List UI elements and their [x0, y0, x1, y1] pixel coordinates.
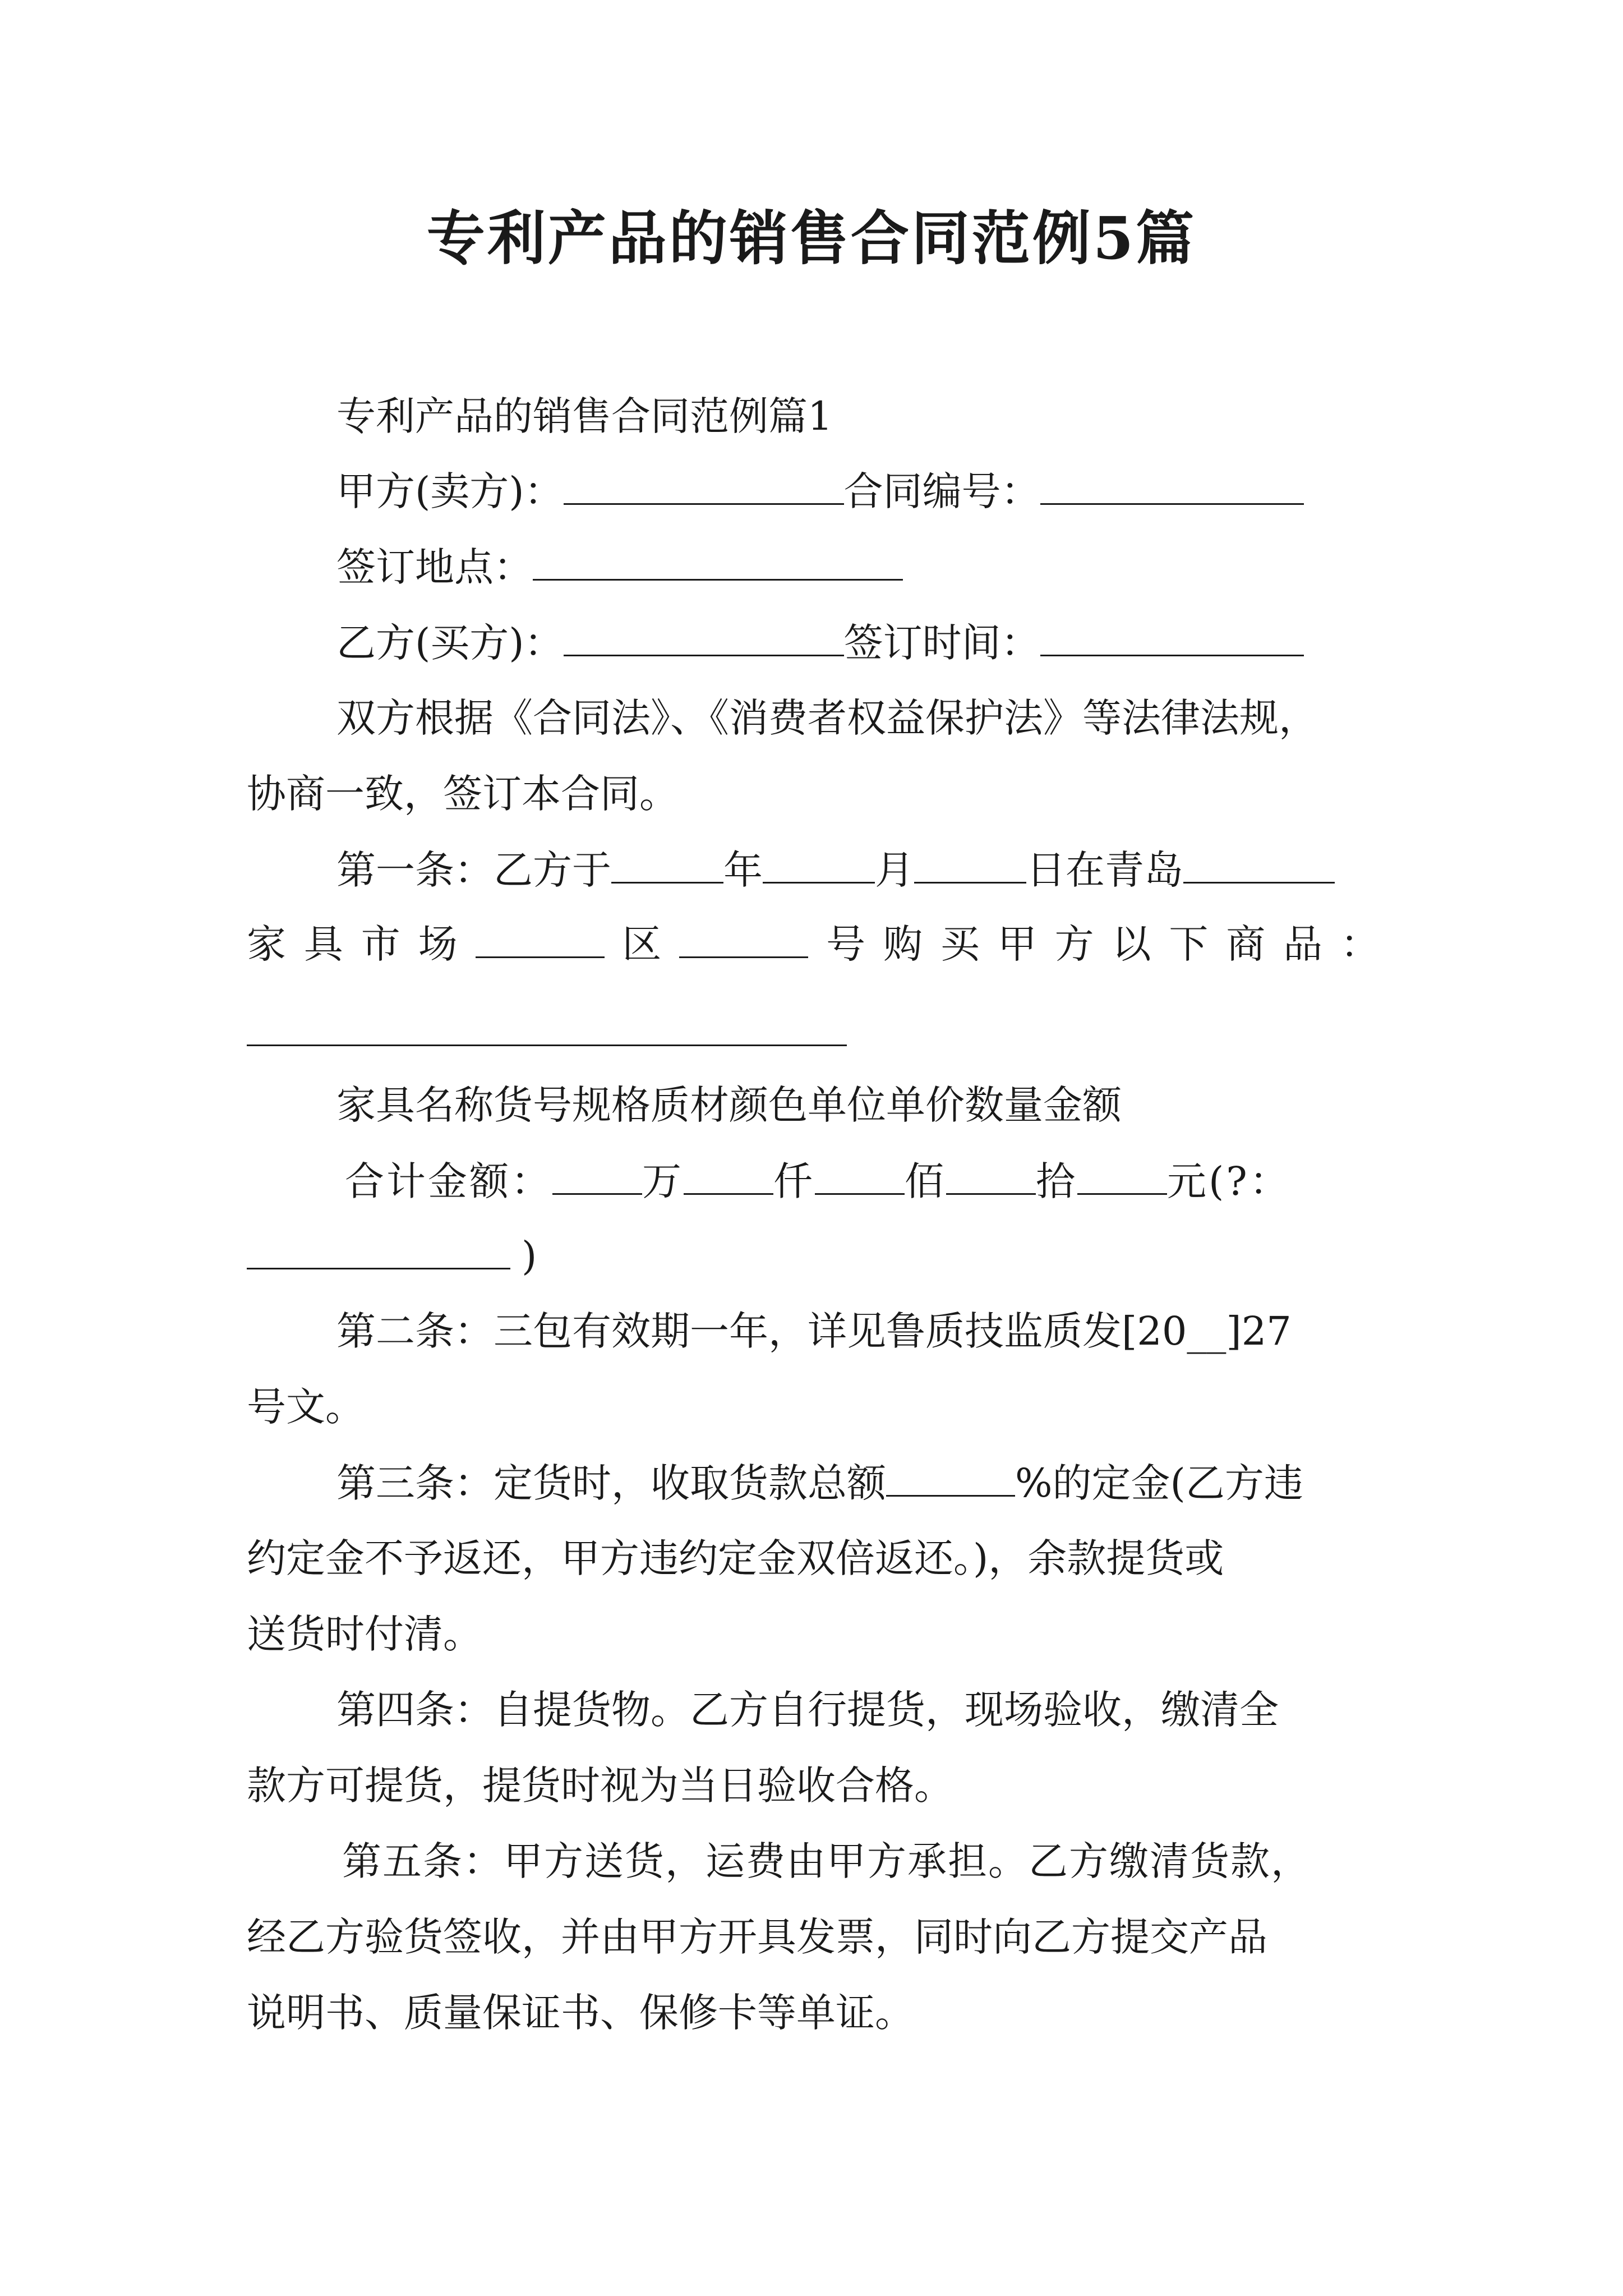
section-heading: 专利产品的销售合同范例篇1: [336, 393, 833, 439]
article-3-line-1: 第三条：定货时，收取货款总额 %的定金(乙方违: [336, 1455, 1303, 1511]
article-2-line-1: 第二条：三包有效期一年，详见鲁质技监质发[20__]27: [336, 1308, 1292, 1354]
article-3-line-3: 送货时付清。: [247, 1611, 482, 1657]
article-4-line-1: 第四条：自提货物。乙方自行提货，现场验收，缴清全: [336, 1687, 1279, 1733]
contract-no-label: 合同编号：: [843, 468, 1040, 514]
party-b-label: 乙方(买方)：: [336, 620, 564, 666]
article-1-line-1: 第一条：乙方于 年 月 日在青岛: [336, 841, 1335, 898]
total-amount-row-2: ): [247, 1227, 537, 1284]
article-5-line-2: 经乙方验货签收，并由甲方开具发票，同时向乙方提交产品: [247, 1914, 1267, 1960]
party-b-blank: [564, 614, 844, 656]
party-b-row: [336, 614, 1304, 671]
goods-blank-line: [247, 1045, 847, 1046]
total-amount-row: 合计金额： 万 仟 佰 拾 元(?：: [345, 1153, 1291, 1209]
article-4-line-2: 款方可提货，提货时视为当日验收合格。: [247, 1763, 953, 1809]
contract-no-blank: [1040, 463, 1304, 505]
sign-place-row: [336, 539, 903, 595]
sign-place-label: 签订地点：: [336, 544, 533, 590]
sign-place-blank: [533, 539, 903, 581]
article-5-line-3: 说明书、质量保证书、保修卡等单证。: [247, 1990, 914, 2036]
intro-line-1: 双方根据《合同法》、《消费者权益保护法》等法律法规，: [336, 695, 1318, 741]
party-a-label: 甲方(卖方)：: [336, 468, 564, 514]
party-a-blank: [564, 463, 844, 505]
sign-time-blank: [1040, 614, 1304, 656]
article-2-line-2: 号文。: [247, 1384, 365, 1430]
intro-line-2: 协商一致，签订本合同。: [247, 771, 679, 817]
table-header: 家具名称货号规格质材颜色单位单价数量金额: [336, 1082, 1122, 1128]
sign-time-label: 签订时间：: [843, 620, 1040, 666]
article-5-line-1: 第五条：甲方送货，运费由甲方承担。乙方缴清货款，: [342, 1838, 1311, 1884]
party-a-row: [336, 463, 1304, 519]
article-3-line-2: 约定金不予返还，甲方违约定金双倍返还。)，余款提货或: [247, 1535, 1224, 1581]
article-1-line-2: 家 具 市 场 区 号 购 买 甲 方 以 下 商 品 ：: [247, 916, 1380, 972]
document-title: 专利产品的销售合同范例5篇: [426, 204, 1197, 273]
